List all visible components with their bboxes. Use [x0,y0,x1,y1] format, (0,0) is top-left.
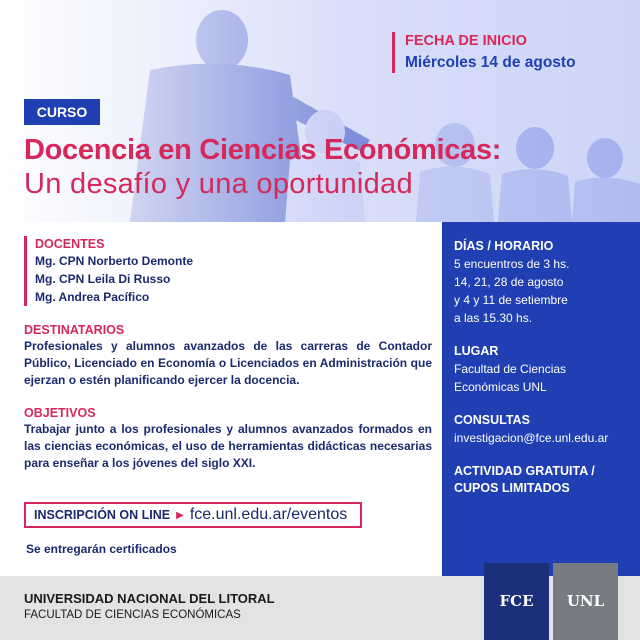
schedule-line: 14, 21, 28 de agosto [454,275,564,289]
schedule-line: a las 15.30 hs. [454,311,533,325]
fce-logo: FCE [484,563,549,640]
audience-title: DESTINATARIOS [24,323,125,337]
objectives-section [24,405,432,472]
certificates-note: Se entregarán certificados [26,542,177,556]
venue-title: LUGAR [454,344,499,358]
course-title-main: Docencia en Ciencias Económicas: [24,134,502,166]
teachers-title: DOCENTES [35,237,105,251]
free-activity-section [454,463,640,497]
registration-link[interactable] [24,502,362,528]
start-date-value: Miércoles 14 de agosto [405,54,576,71]
start-date-label: FECHA DE INICIO [405,33,527,49]
teacher-item: Mg. Andrea Pacífico [35,290,150,304]
contact-section [454,412,640,447]
hero-banner [0,0,640,222]
contact-title: CONSULTAS [454,413,530,427]
course-title [24,133,501,201]
faculty-name: FACULTAD DE CIENCIAS ECONÓMICAS [24,609,241,621]
teachers-section [24,236,432,306]
footer-institution [24,590,275,623]
free-activity-line: ACTIVIDAD GRATUITA / [454,464,595,478]
course-details [24,236,432,472]
course-title-subtitle: Un desafío y una oportunidad [24,168,413,200]
venue-line: Económicas UNL [454,380,547,394]
schedule-title: DÍAS / HORARIO [454,239,554,253]
info-panel [442,222,640,576]
teacher-item: Mg. CPN Norberto Demonte [35,254,194,268]
registration-label: INSCRIPCIÓN ON LINE [34,508,171,522]
audience-text: Profesionales y alumnos avanzados de las carreras de Contador Público, Licenciado en Economía o Licenciados en Administración que ejerzan o estén planificando ejercer la docencia. [24,339,432,387]
venue-section [454,343,640,396]
teacher-item: Mg. CPN Leila Di Russo [35,272,171,286]
schedule-line: y 4 y 11 de setiembre [454,293,568,307]
objectives-text: Trabajar junto a los profesionales y alumnos avanzados formados en las ciencias económicas, el uso de herramientas didácticas necesarias para enseñar a los jóvenes del siglo XXI. [24,422,432,470]
audience-section [24,322,432,389]
schedule-section [454,238,640,327]
start-date-block [392,32,576,73]
unl-logo: UNL [553,563,618,640]
limited-spots-line: CUPOS LIMITADOS [454,481,570,495]
arrow-right-icon: ▶ [176,509,184,521]
course-tag: CURSO [24,99,100,125]
venue-line: Facultad de Ciencias [454,362,567,376]
contact-email[interactable]: investigacion@fce.unl.edu.ar [454,431,609,445]
registration-url[interactable]: fce.unl.edu.ar/eventos [189,506,348,523]
schedule-line: 5 encuentros de 3 hs. [454,257,570,271]
university-name: UNIVERSIDAD NACIONAL DEL LITORAL [24,591,275,606]
objectives-title: OBJETIVOS [24,406,96,420]
